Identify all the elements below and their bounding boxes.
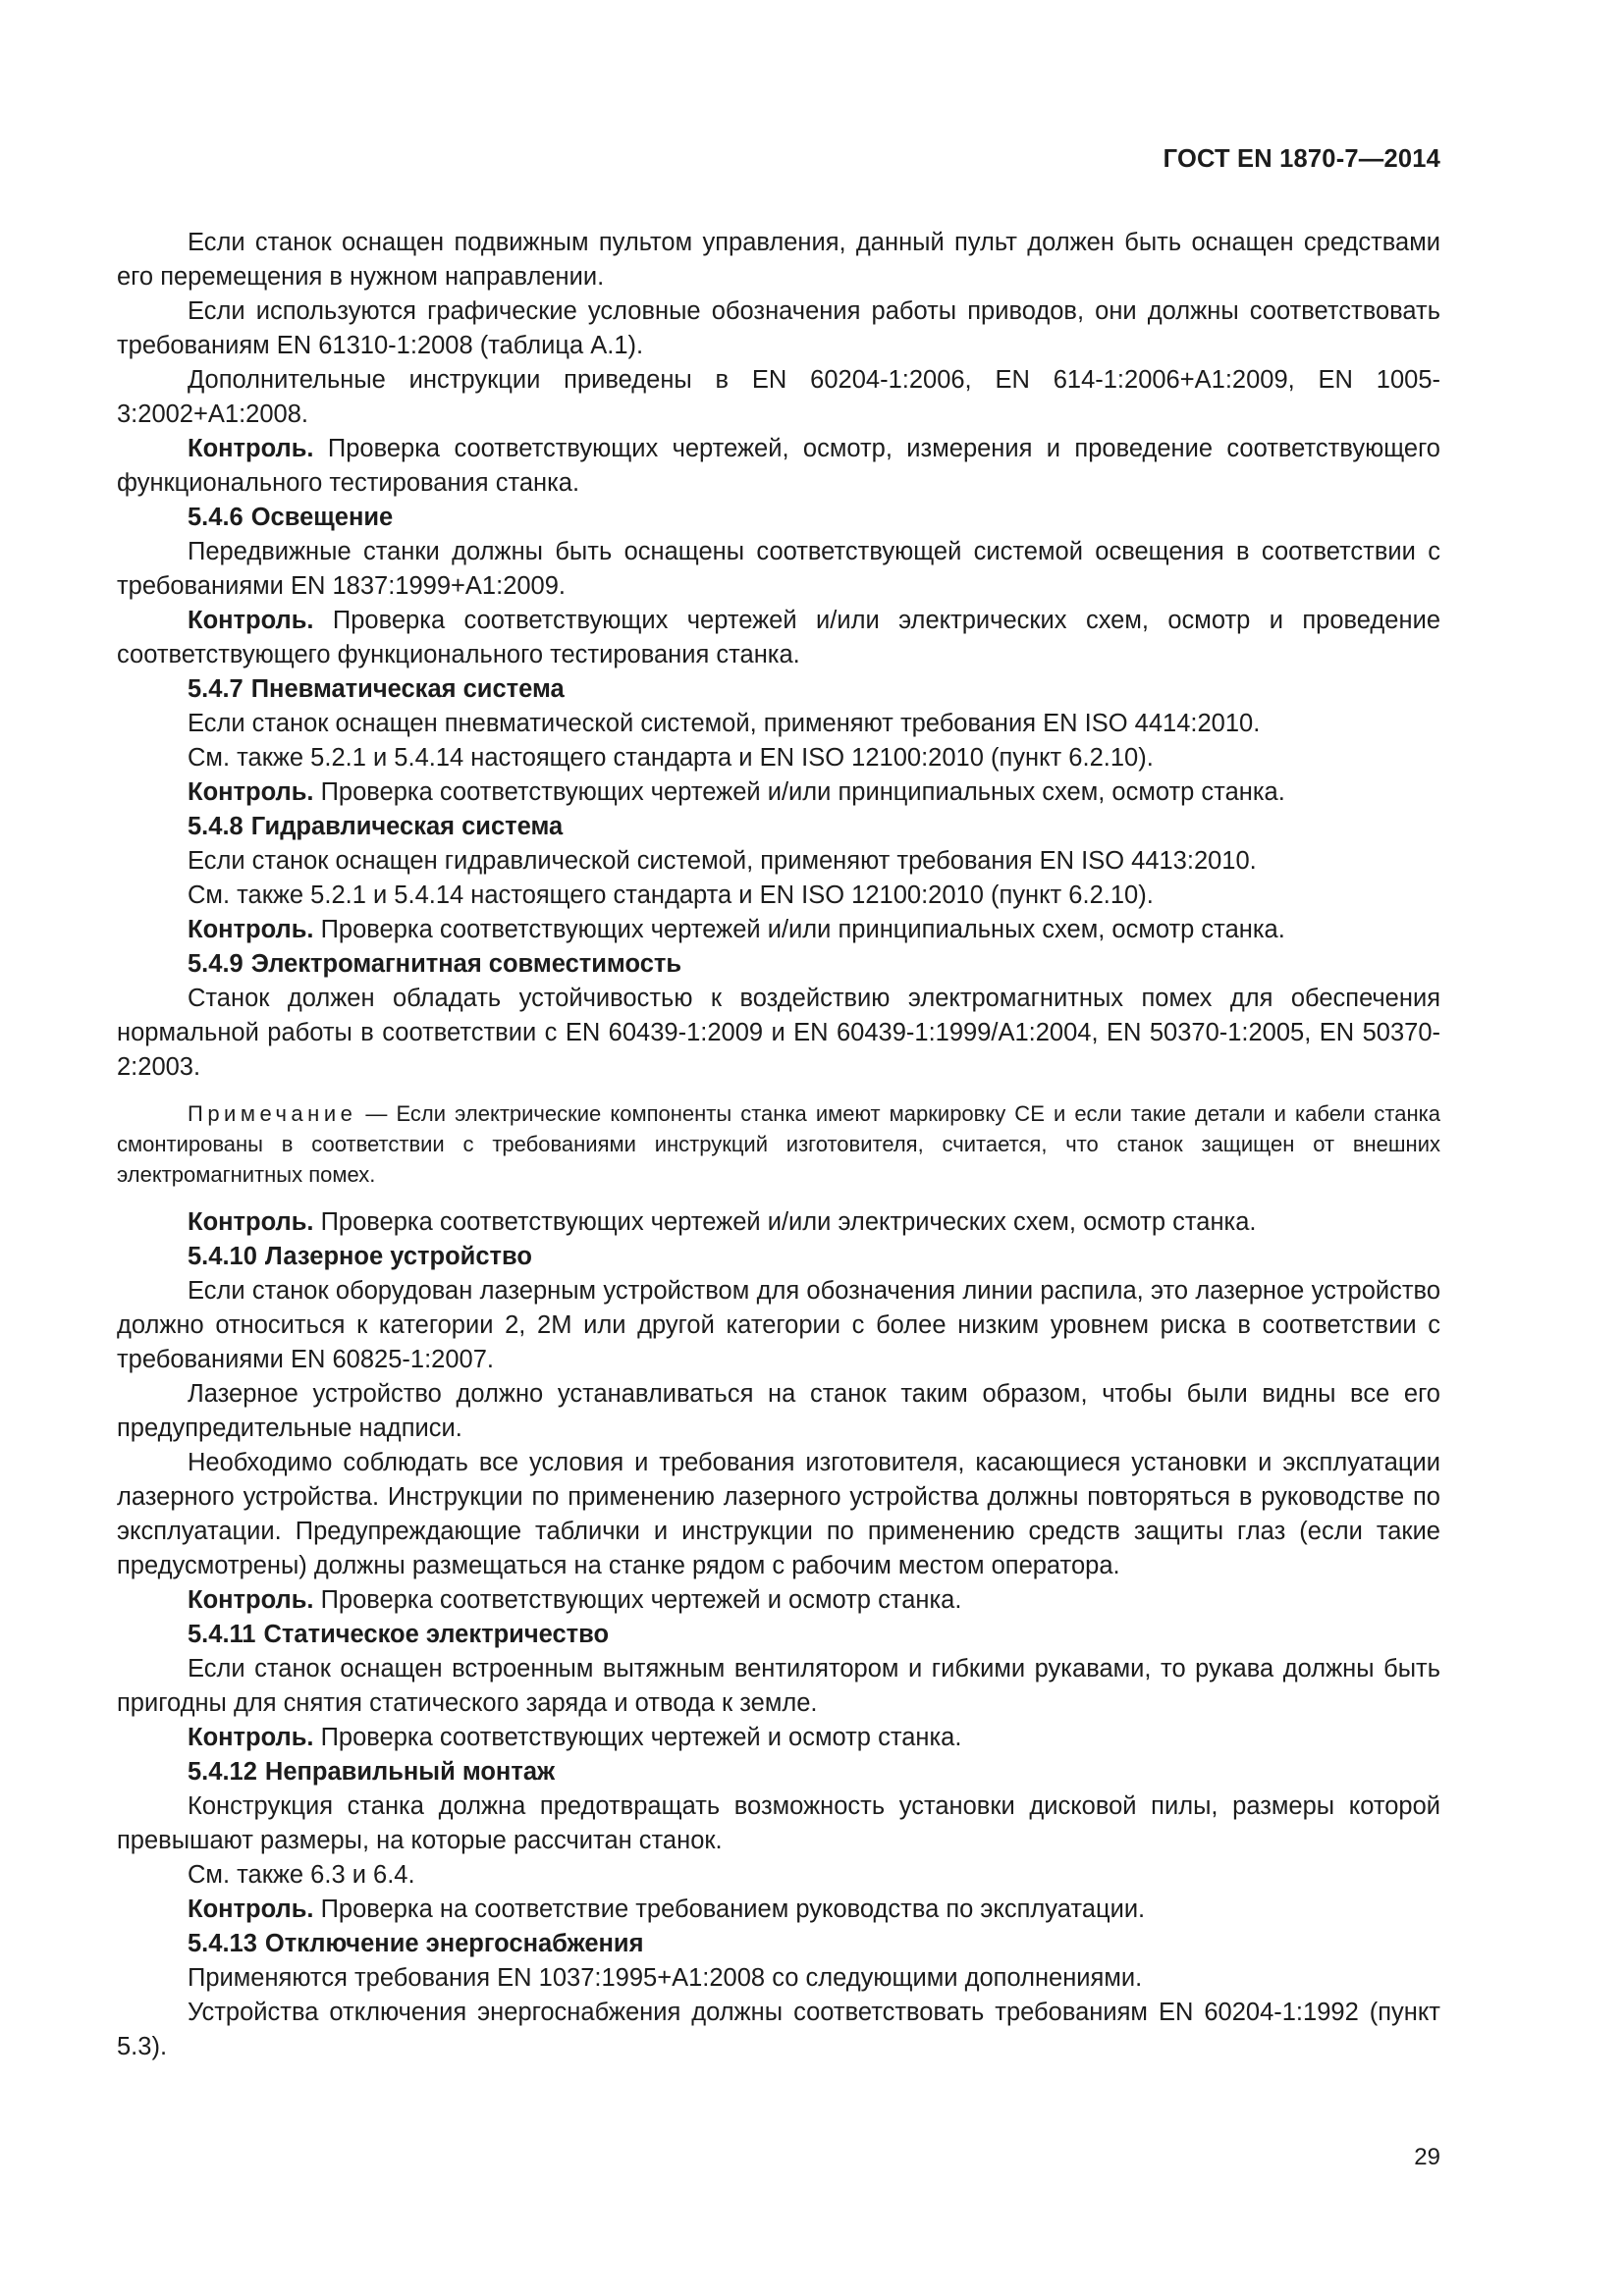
- control-text: Проверка соответствующих чертежей и осмотр станка.: [313, 1586, 962, 1614]
- paragraph: Устройства отключения энергоснабжения должны соответствовать требованиям EN 60204-1:1992 (пункт 5.3).: [117, 1999, 1440, 2060]
- paragraph: Применяются требования EN 1037:1995+A1:2008 со следующими дополнениями.: [188, 1964, 1143, 1992]
- section-heading: [117, 947, 1440, 982]
- section-title: Пневматическая система: [250, 675, 565, 703]
- control-text: Проверка соответствующих чертежей, осмотр, измерения и проведение соответствующего функционального тестирования станка.: [117, 435, 1440, 497]
- control-paragraph: [117, 1205, 1440, 1240]
- document-header-id: ГОСТ EN 1870-7—2014: [1163, 145, 1440, 173]
- paragraph: Конструкция станка должна предотвращать возможность установки дисковой пилы, размеры которой превышают размеры, на которые рассчитан станок.: [117, 1792, 1440, 1854]
- paragraph: Станок должен обладать устойчивостью к воздействию электромагнитных помех для обеспечения нормальной работы в соответствии с EN 60439-1:2009 и EN 60439-1:1999/A1:2004, EN 50370-1:2005, EN 50370-2:2003.: [117, 985, 1440, 1081]
- control-text: Проверка соответствующих чертежей и/или принципиальных схем, осмотр станка.: [313, 916, 1285, 943]
- control-text: Проверка соответствующих чертежей и/или принципиальных схем, осмотр станка.: [313, 778, 1285, 806]
- section-number: 5.4.10: [188, 1243, 257, 1270]
- paragraph: Лазерное устройство должно устанавливаться на станок таким образом, чтобы были видны все его предупредительные надписи.: [117, 1380, 1440, 1442]
- document-body: [117, 226, 1440, 2064]
- paragraph: Если станок оснащен встроенным вытяжным вентилятором и гибкими рукавами, то рукава должны быть пригодны для снятия статического заряда и отвода к земле.: [117, 1655, 1440, 1717]
- section-title: Отключение энергоснабжения: [264, 1930, 644, 1957]
- section-heading: [117, 1927, 1440, 1961]
- paragraph: Передвижные станки должны быть оснащены соответствующей системой освещения в соответствии с требованиями EN 1837:1999+A1:2009.: [117, 538, 1440, 600]
- control-paragraph: [117, 432, 1440, 501]
- control-paragraph: [117, 1721, 1440, 1755]
- section-number: 5.4.9: [188, 950, 244, 978]
- paragraph: См. также 6.3 и 6.4.: [188, 1861, 415, 1889]
- section-title: Лазерное устройство: [264, 1243, 532, 1270]
- control-paragraph: [117, 775, 1440, 810]
- paragraph: Если станок оборудован лазерным устройством для обозначения линии распила, это лазерное устройство должно относиться к категории 2, 2М или другой категории с более низким уровнем риска в соответствии с требованиями EN 60825-1:2007.: [117, 1277, 1440, 1373]
- control-text: Проверка соответствующих чертежей и/или электрических схем, осмотр станка.: [313, 1208, 1257, 1236]
- section-heading: [117, 1755, 1440, 1789]
- section-heading: [117, 501, 1440, 535]
- section-number: 5.4.7: [188, 675, 244, 703]
- control-paragraph: [117, 604, 1440, 672]
- control-label: Контроль.: [188, 778, 314, 806]
- control-label: Контроль.: [188, 607, 314, 634]
- section-number: 5.4.12: [188, 1758, 257, 1786]
- control-label: Контроль.: [188, 435, 314, 462]
- control-text: Проверка соответствующих чертежей и/или электрических схем, осмотр и проведение соответствующего функционального тестирования станка.: [117, 607, 1440, 668]
- note-paragraph: [117, 1098, 1440, 1190]
- section-title: Неправильный монтаж: [264, 1758, 556, 1786]
- section-title: Гидравлическая система: [250, 813, 564, 840]
- control-label: Контроль.: [188, 1208, 314, 1236]
- note-label: Примечание: [188, 1101, 357, 1126]
- paragraph: См. также 5.2.1 и 5.4.14 настоящего стандарта и EN ISO 12100:2010 (пункт 6.2.10).: [188, 744, 1154, 772]
- control-label: Контроль.: [188, 1724, 314, 1751]
- control-text: Проверка соответствующих чертежей и осмотр станка.: [313, 1724, 962, 1751]
- control-paragraph: [117, 913, 1440, 947]
- section-number: 5.4.11: [188, 1621, 256, 1648]
- section-title: Электромагнитная совместимость: [250, 950, 682, 978]
- section-number: 5.4.13: [188, 1930, 257, 1957]
- section-heading: [117, 1618, 1440, 1652]
- paragraph: Если станок оснащен подвижным пультом управления, данный пульт должен быть оснащен средствами его перемещения в нужном направлении.: [117, 229, 1440, 291]
- paragraph: Если станок оснащен гидравлической системой, применяют требования EN ISO 4413:2010.: [188, 847, 1257, 875]
- control-label: Контроль.: [188, 1586, 314, 1614]
- paragraph: Необходимо соблюдать все условия и требования изготовителя, касающиеся установки и эксплуатации лазерного устройства. Инструкции по применению лазерного устройства должны повторяться в руководстве по эксплуатации. Предупреждающие таблички и инструкции по применению средств защиты глаз (если такие предусмотрены) должны размещаться на станке рядом с рабочим местом оператора.: [117, 1449, 1440, 1579]
- control-paragraph: [117, 1893, 1440, 1927]
- section-heading: [117, 672, 1440, 707]
- section-heading: [117, 810, 1440, 844]
- paragraph: Если станок оснащен пневматической системой, применяют требования EN ISO 4414:2010.: [188, 710, 1261, 737]
- section-title: Статическое электричество: [263, 1621, 610, 1648]
- paragraph: См. также 5.2.1 и 5.4.14 настоящего стандарта и EN ISO 12100:2010 (пункт 6.2.10).: [188, 881, 1154, 909]
- section-number: 5.4.6: [188, 504, 244, 531]
- section-heading: [117, 1240, 1440, 1274]
- control-label: Контроль.: [188, 1896, 314, 1923]
- paragraph: Если используются графические условные обозначения работы приводов, они должны соответствовать требованиям EN 61310-1:2008 (таблица А.1).: [117, 297, 1440, 359]
- control-paragraph: [117, 1583, 1440, 1618]
- control-text: Проверка на соответствие требованием руководства по эксплуатации.: [313, 1896, 1146, 1923]
- section-title: Освещение: [250, 504, 394, 531]
- paragraph: Дополнительные инструкции приведены в EN 60204-1:2006, EN 614-1:2006+A1:2009, EN 1005-3:2002+A1:2008.: [117, 366, 1440, 428]
- page-number: 29: [1414, 2144, 1440, 2170]
- section-number: 5.4.8: [188, 813, 244, 840]
- control-label: Контроль.: [188, 916, 314, 943]
- note-text: — Если электрические компоненты станка имеют маркировку CE и если такие детали и кабели станка смонтированы в соответствии с требованиями инструкций изготовителя, считается, что станок защищен от внешних электромагнитных помех.: [117, 1101, 1440, 1187]
